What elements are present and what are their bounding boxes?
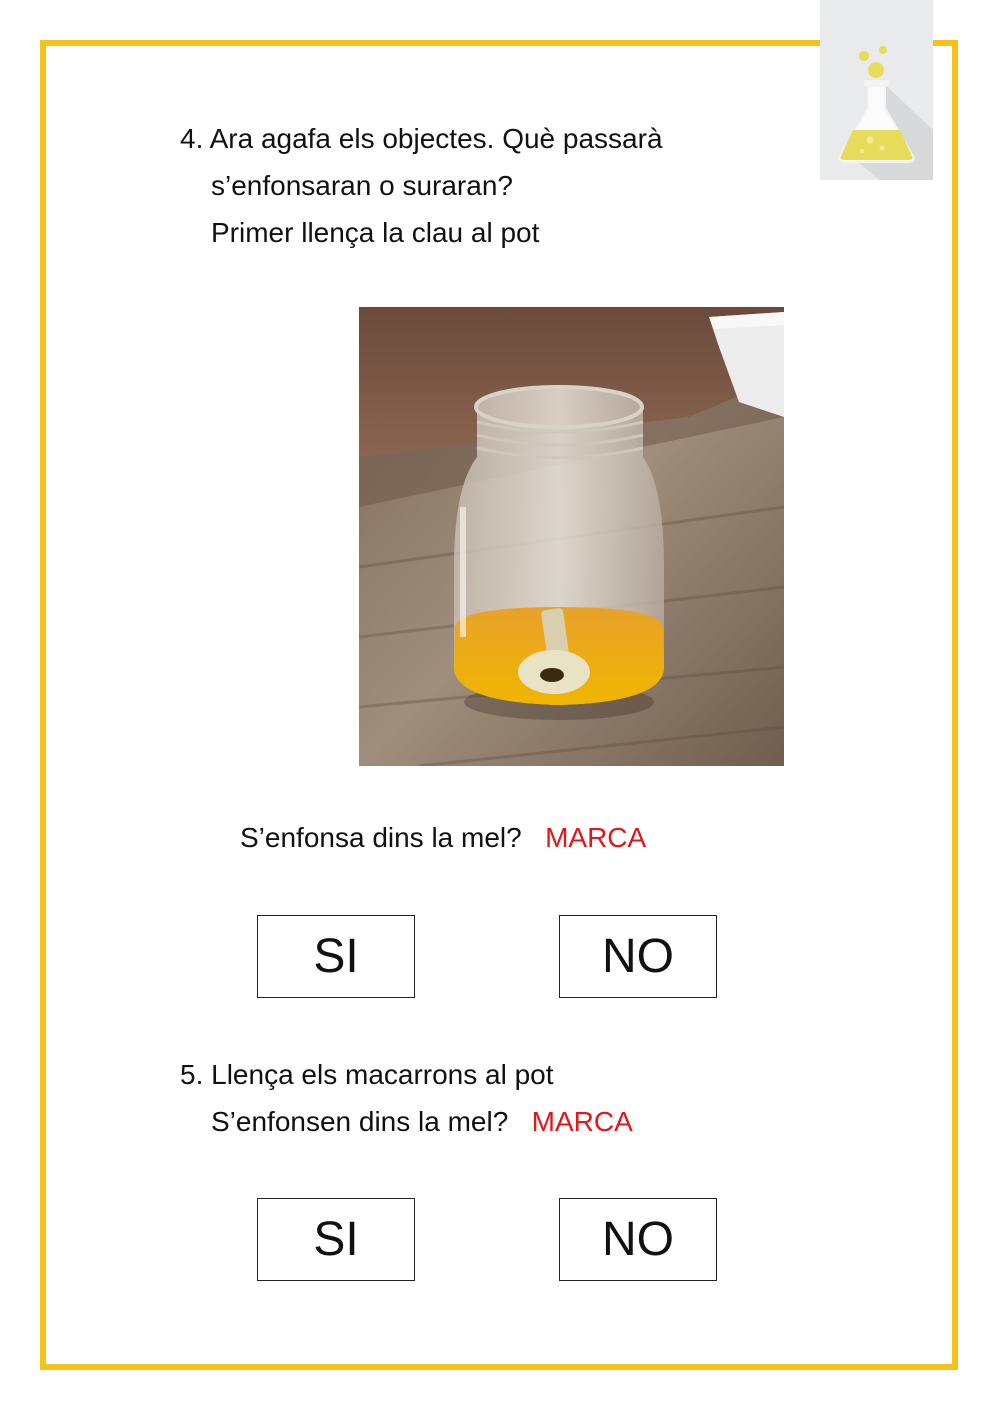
question5-si-button[interactable]: SI [257,1198,415,1281]
question5-prompt: S’enfonsen dins la mel? [211,1106,509,1137]
question5-line1: 5. Llença els macarrons al pot [180,1059,554,1090]
question4-prompt-line [240,821,646,855]
question4-prompt: S’enfonsa dins la mel? [240,822,522,853]
question4-si-button[interactable]: SI [257,915,415,998]
question5-no-button[interactable]: NO [559,1198,717,1281]
honey-jar-with-key-photo [359,307,784,766]
question4-no-button[interactable]: NO [559,915,717,998]
flask-icon [820,0,933,180]
question4-line3: Primer llença la clau al pot [211,217,540,248]
question4-line1: 4. Ara agafa els objectes. Què passarà [180,123,663,154]
question4-line2: s’enfonsaran o suraran? [211,170,513,201]
question5-prompt-line [211,1105,633,1139]
question4-marca-label: MARCA [545,822,647,853]
question5-marca-label: MARCA [531,1106,633,1137]
